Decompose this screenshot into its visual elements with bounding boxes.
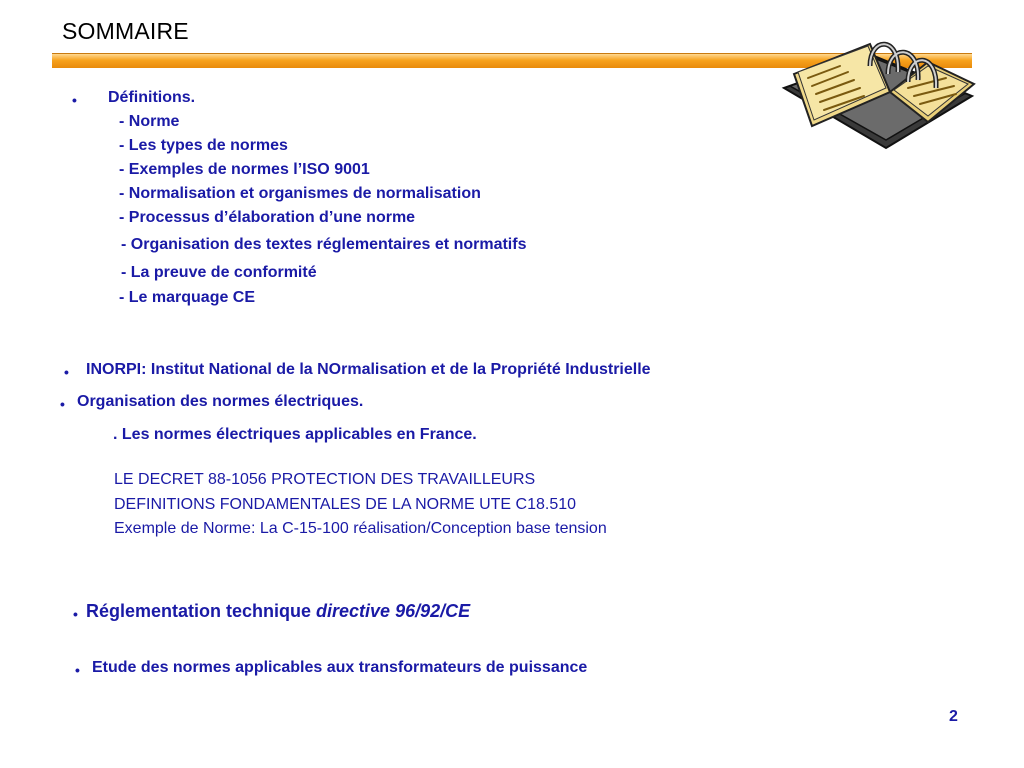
electrical-line-definitions: DEFINITIONS FONDAMENTALES DE LA NORME UTE C18.510 (114, 496, 577, 513)
definitions-item-norme: - Norme (119, 113, 180, 130)
open-book-clipart-icon (778, 26, 978, 152)
bullet-transformers: • (75, 662, 80, 678)
reglementation-line (86, 601, 470, 622)
slide-title: SOMMAIRE (62, 18, 189, 44)
definitions-item-preuve: - La preuve de conformité (121, 264, 317, 281)
definitions-item-marquage: - Le marquage CE (119, 289, 256, 306)
bullet-definitions: • (72, 92, 77, 108)
electrical-line-example: Exemple de Norme: La C-15-100 réalisation/Conception base tension (114, 520, 607, 537)
definitions-item-types: - Les types de normes (119, 137, 288, 154)
electrical-line-decret: LE DECRET 88-1056 PROTECTION DES TRAVAILLEURS (114, 471, 536, 488)
electrical-heading: Organisation des normes électriques. (77, 393, 364, 410)
definitions-item-organisation: - Organisation des textes réglementaires et normatifs (121, 236, 527, 253)
bullet-electrical: • (60, 396, 65, 412)
electrical-sub: . Les normes électriques applicables en France. (113, 426, 477, 443)
transformers-line: Etude des normes applicables aux transformateurs de puissance (92, 659, 588, 676)
page-number: 2 (949, 708, 958, 725)
definitions-heading: Définitions. (108, 89, 196, 106)
definitions-item-processus: - Processus d’élaboration d’une norme (119, 209, 416, 226)
definitions-item-normalisation: - Normalisation et organismes de normalisation (119, 185, 481, 202)
reglementation-text: Réglementation technique (86, 601, 317, 621)
inorpi-line: INORPI: Institut National de la NOrmalisation et de la Propriété Industrielle (86, 361, 651, 378)
bullet-inorpi: • (64, 364, 69, 380)
definitions-item-iso9001: - Exemples de normes l’ISO 9001 (119, 161, 370, 178)
reglementation-directive: directive 96/92/CE (316, 601, 471, 621)
bullet-reglementation: • (73, 606, 78, 622)
